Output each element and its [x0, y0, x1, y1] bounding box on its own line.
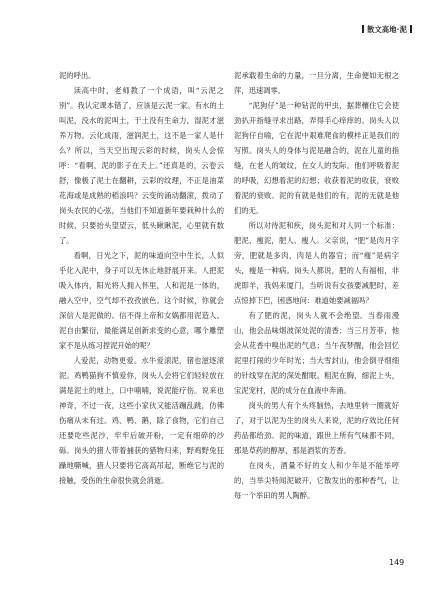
running-head-section: 散文高地 — [367, 25, 397, 34]
running-head — [359, 25, 415, 35]
page-number: 149 — [389, 558, 405, 567]
paragraph: 看啊，日光之下，泥的味道向空中生长，人似乎化入泥中，身子可以无休止地舒展开来。人把泥吸入体内，阳光将人拥入怀里，人和泥是一体的，融入空中，空气却不孜孜嵌色。这个时候，你就会深信人是泥做的。信不得上帝和女娲都用泥造人。泥自由繁衍，最能满足创新求变的心意，哪个雕塑家不是从练习捏泥开始的呢？ — [59, 251, 224, 350]
running-head-title: 泥 — [399, 25, 407, 34]
paragraph: 有了肥的泥，岗头人就不会绝望。当春雨漫山，他会品味烟波深处泥的清香；当三月芳菲，他会从花香中嗅出泥的气息；当午夜梦醒，他会回忆泥里打闹的少年时光；当大雪封山，他会倒寻细细的针线穿在泥的深处酣眠。粗泥在胸，细泥上头，宝泥宠村，泥的成分在血液中奔涌。 — [234, 311, 399, 395]
right-column — [234, 68, 399, 558]
paragraph: 所以对待泥和疾，岗头泥和对人同一个标准：肥泥、瘦泥，肥人、瘦人。父亲说，“肥”是肉月字旁，肥就是多肉，肉是人的器官；而“瘦”是病字头，瘦是一种病。岗头人都说，肥的人有福相，非虎即羊，我妈来厦门，当听说有女孩要减肥时，差点惊掉下巴，困惑地问：难道她要减福吗？ — [234, 221, 399, 305]
running-head-separator: · — [396, 25, 400, 34]
paragraph: 读高中时，老师教了一个成语，叫“云泥之别”。我认定课本错了，应该是云泥一家。有水的土叫泥，没水的泥叫土，干土没有生命力，湿泥才滋养万物。云化成雨，滋润泥土，这不是一家人是什么？所以，当天空出现云彩的时候，岗头人会惊呼：“看啊，泥的影子在天上。”还真是的，云卷云舒，像极了泥土在翻耕，云彩的纹理，不正是油菜花海或是成熟的稻浪吗？云变的涌动翻滚，拨动了岗头农民的心弦，当他们不知道新年要栽种什么的时候，只要抬头望望云，低头瞅瞅泥，心里就有数了。 — [59, 86, 224, 245]
paragraph: 泥的呼出。 — [59, 71, 96, 80]
paragraph: 泥承载着生命的力量，一旦分离，生命便如无根之萍，迅速凋零。 — [234, 71, 399, 95]
left-column — [59, 68, 224, 558]
running-head-right-bar — [410, 25, 412, 33]
running-head-left-bar — [362, 25, 364, 33]
paragraph: “泥狗仔”是一种钻泥的甲虫，据葬穰住它会使劲扒开指缝寻求出路，弄得手心痒痒的。岗头人以泥狗仔自喻，它在泥中艰难爬食的模样正是我们的写照。岗头人的身体与泥是融合的，泥在儿童的指缝，在老人的皱纹，在女人的发际。他们呼吸着泥的呼吸，幻想着泥的幻想；收获着泥的收获，衰败着泥的衰败。泥的有就是他们的有，泥的无就是他们的无。 — [234, 101, 399, 215]
paragraph: 岗头的男人有个头疼脑热，去地里转一圈就好了，对于以泥为生的岗头人来说，泥的疗效比任何药品都给劲。泥的味道，跟世上所有气味都不同，那是草药的醇厚，那是酒浆的芳香。 — [234, 401, 399, 455]
header-band — [0, 0, 427, 41]
paragraph: 人爱泥，动物更爱。水牛爱滚泥，猪也滋逐滚泥。鸡鸭猫狗不慎爱你，岗头人会将它们轻轻放在满是泥土的地上，口中喃喃，说泥能疗伤。说来也神奇，不过一夜，这些小家伙又能活蹦乱跳，仿佛伤痛从未有过。鸡、鸭、鹅，除了食物，它们自己还要吃些泥沙，牢牢后破开粉，一定有细碎的沙砾。岗头的猪人带着捕获的猎物归来，野鸡野兔狂躁地嘶喊，猎人只要将它高高吊起，断绝它与泥的接触，受伤的生命很快就会消逝。 — [59, 356, 224, 485]
paragraph: 在岗头，酒量不好的女人和少年是不能举哼的，当举尖特闻泥破开，它散发出的那种香气，让每一个举田的男人陶醉。 — [234, 461, 399, 500]
